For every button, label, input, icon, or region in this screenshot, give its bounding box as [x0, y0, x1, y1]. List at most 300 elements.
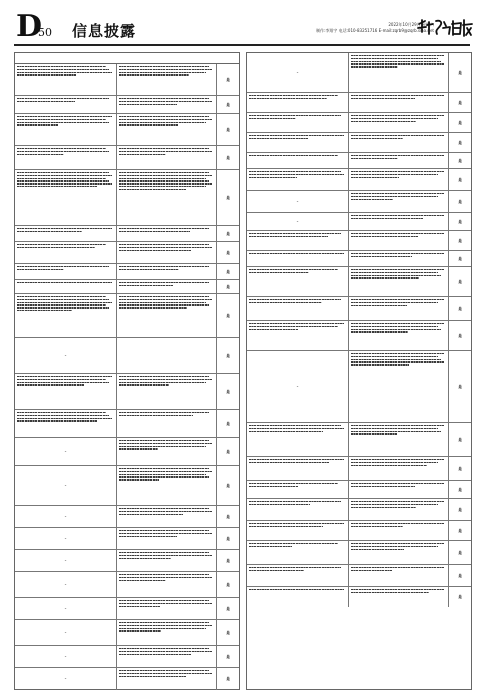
status-cell [217, 294, 239, 337]
text-line [119, 603, 212, 604]
text-line [119, 299, 212, 300]
table-body-right [247, 53, 471, 607]
table-row [247, 481, 471, 499]
text-lines [351, 215, 446, 219]
description-cell [117, 598, 217, 619]
text-lines [249, 501, 346, 505]
section-title: 信息披露 [72, 22, 137, 40]
description-cell [117, 528, 217, 549]
table-row [247, 351, 471, 423]
text-line [119, 66, 209, 67]
text-line [119, 651, 212, 652]
text-line [119, 269, 179, 270]
status-value: 是 [458, 466, 462, 471]
description-cell [349, 351, 449, 422]
status-value: 是 [226, 77, 230, 82]
text-line [119, 412, 209, 413]
text-line [17, 124, 58, 125]
text-lines [249, 155, 346, 156]
text-line [351, 356, 438, 357]
item-cell [15, 294, 117, 337]
editor-line: 制作:李翔宇 电话:010-83251716 E-mail:zqrb9@zqrb.sina.net [315, 28, 434, 33]
text-lines [249, 589, 346, 590]
status-value: 是 [458, 507, 462, 512]
text-line [351, 277, 419, 278]
table-row [247, 565, 471, 587]
table-row [247, 457, 471, 481]
text-line [17, 180, 109, 181]
item-cell [15, 620, 117, 645]
empty-dash: - [296, 218, 299, 224]
text-lines [119, 116, 214, 126]
status-cell [449, 213, 471, 230]
text-lines [17, 228, 114, 232]
status-cell [217, 528, 239, 549]
item-cell [247, 153, 349, 168]
text-line [17, 101, 75, 102]
text-line [249, 486, 298, 487]
item-cell [15, 146, 117, 169]
status-cell [449, 231, 471, 250]
table-row [247, 231, 471, 251]
text-line [351, 428, 438, 429]
status-cell [449, 565, 471, 586]
text-line [119, 282, 209, 283]
date-line: 2022年10月29日 星期六 [388, 22, 434, 27]
text-line [17, 74, 76, 75]
text-line [249, 567, 341, 568]
status-cell [449, 481, 471, 498]
description-cell [117, 294, 217, 337]
text-line [17, 376, 112, 377]
description-cell [349, 213, 449, 230]
status-cell [449, 133, 471, 152]
text-line [119, 183, 212, 184]
text-line [351, 501, 444, 502]
text-lines [119, 172, 214, 190]
text-line [119, 448, 158, 449]
text-lines [351, 155, 446, 159]
text-lines [119, 552, 214, 559]
text-line [351, 95, 444, 96]
text-line [17, 302, 112, 303]
text-line [351, 361, 444, 362]
item-cell [15, 438, 117, 465]
text-line [17, 299, 109, 300]
text-line [119, 574, 209, 575]
text-line [351, 353, 444, 354]
text-line [17, 231, 82, 232]
description-cell [117, 572, 217, 597]
text-line [17, 282, 112, 283]
status-value: 是 [458, 256, 462, 261]
text-lines [249, 483, 346, 487]
text-lines [351, 55, 446, 68]
description-cell [117, 438, 217, 465]
text-line [351, 135, 444, 136]
text-lines [351, 233, 446, 237]
text-line [17, 307, 109, 308]
status-cell [449, 113, 471, 132]
description-cell [349, 113, 449, 132]
table-row [15, 668, 239, 690]
description-cell [117, 280, 217, 293]
item-cell [15, 374, 117, 409]
empty-dash: - [64, 448, 67, 454]
text-line [17, 269, 64, 270]
status-cell [217, 264, 239, 279]
text-lines [249, 543, 346, 547]
text-line [119, 72, 206, 73]
item-cell [15, 64, 117, 95]
text-line [119, 508, 209, 509]
description-cell [117, 506, 217, 527]
table-row [15, 114, 239, 146]
text-line [351, 171, 444, 172]
text-lines [249, 425, 346, 432]
status-cell [449, 457, 471, 480]
table-row [15, 294, 239, 338]
table-row [247, 93, 471, 113]
text-line [119, 530, 209, 531]
text-line [249, 269, 338, 270]
text-line [351, 483, 444, 484]
text-lines [119, 440, 214, 450]
item-cell [247, 267, 349, 296]
item-cell [247, 113, 349, 132]
text-lines [119, 530, 214, 537]
item-cell [247, 457, 349, 480]
status-value: 是 [458, 550, 462, 555]
text-line [17, 175, 112, 176]
text-lines [351, 425, 446, 435]
status-cell [217, 506, 239, 527]
text-lines [249, 299, 346, 303]
status-cell [449, 191, 471, 212]
text-lines [119, 376, 214, 386]
text-line [119, 648, 209, 649]
empty-dash: - [64, 629, 67, 635]
text-line [249, 589, 344, 590]
text-line [17, 228, 112, 229]
text-line [351, 425, 444, 426]
text-line [17, 186, 97, 187]
status-value: 是 [458, 219, 462, 224]
text-lines [119, 648, 214, 655]
status-cell [217, 96, 239, 113]
table-row [15, 280, 239, 294]
text-lines [351, 483, 446, 487]
text-line [249, 98, 327, 99]
table-row [15, 338, 239, 374]
text-line [17, 154, 64, 155]
description-cell [349, 457, 449, 480]
text-line [351, 155, 444, 156]
table-row [15, 170, 239, 226]
text-line [351, 331, 408, 332]
item-cell [247, 251, 349, 266]
status-value: 是 [226, 313, 230, 318]
item-cell [15, 280, 117, 293]
text-line [351, 486, 415, 487]
status-value: 是 [226, 102, 230, 107]
text-line [249, 299, 341, 300]
text-line [249, 329, 298, 330]
table-row [247, 153, 471, 169]
text-line [119, 630, 161, 631]
empty-dash: - [296, 383, 299, 389]
item-cell [15, 550, 117, 571]
status-value: 是 [226, 269, 230, 274]
text-lines [119, 468, 214, 481]
status-cell [449, 423, 471, 456]
page-letter: D [16, 9, 43, 44]
text-lines [249, 523, 346, 527]
text-lines [249, 269, 346, 273]
description-cell [349, 191, 449, 212]
text-line [351, 269, 444, 270]
text-line [119, 382, 206, 383]
status-value: 是 [226, 449, 230, 454]
table-row [15, 410, 239, 438]
description-cell [349, 251, 449, 266]
status-value: 是 [226, 389, 230, 394]
status-cell [449, 93, 471, 112]
description-cell [117, 374, 217, 409]
text-line [119, 116, 209, 117]
status-cell [217, 226, 239, 241]
text-line [249, 174, 344, 175]
text-line [17, 412, 106, 413]
description-cell [349, 481, 449, 498]
text-line [351, 570, 392, 571]
empty-dash: - [64, 605, 67, 611]
status-value: 是 [226, 231, 230, 236]
text-line [249, 425, 341, 426]
status-cell [217, 242, 239, 263]
table-row [15, 264, 239, 280]
status-value: 是 [226, 558, 230, 563]
text-line [17, 119, 106, 120]
text-line [351, 174, 438, 175]
text-line [119, 654, 191, 655]
text-line [249, 501, 341, 502]
text-lines [249, 567, 346, 571]
status-cell [217, 146, 239, 169]
text-lines [351, 193, 446, 200]
text-lines [351, 323, 446, 333]
item-cell [15, 506, 117, 527]
text-line [351, 305, 407, 306]
text-lines [119, 670, 214, 677]
status-value: 是 [226, 155, 230, 160]
text-line [249, 523, 344, 524]
text-line [249, 118, 296, 119]
status-cell [449, 169, 471, 190]
status-value: 是 [458, 120, 462, 125]
page-number: 50 [38, 26, 52, 39]
text-line [119, 555, 212, 556]
status-value: 是 [458, 158, 462, 163]
description-cell [117, 170, 217, 225]
text-line [351, 364, 409, 365]
text-line [119, 186, 206, 187]
status-cell [217, 620, 239, 645]
text-line [17, 247, 95, 248]
text-line [249, 236, 328, 237]
description-cell [349, 521, 449, 540]
text-line [249, 431, 323, 432]
status-value: 是 [458, 140, 462, 145]
status-value: 是 [458, 573, 462, 578]
text-lines [119, 148, 214, 155]
status-cell [217, 338, 239, 373]
disclosure-table-right [246, 52, 472, 690]
description-cell [117, 226, 217, 241]
table-row [247, 267, 471, 297]
status-cell [449, 541, 471, 564]
description-cell [349, 169, 449, 190]
status-cell [449, 251, 471, 266]
item-cell [247, 297, 349, 320]
description-cell [117, 668, 217, 690]
text-line [17, 415, 109, 416]
status-cell [217, 114, 239, 145]
text-lines [119, 622, 214, 632]
text-line [249, 135, 344, 136]
text-line [351, 589, 444, 590]
status-value: 是 [458, 100, 462, 105]
text-line [17, 66, 106, 67]
table-row [247, 499, 471, 521]
text-lines [17, 66, 114, 76]
text-line [351, 326, 438, 327]
table-row [247, 587, 471, 607]
status-cell [217, 374, 239, 409]
status-cell [217, 410, 239, 437]
text-line [351, 359, 441, 360]
table-row [15, 598, 239, 620]
text-line [119, 474, 206, 475]
item-cell [247, 541, 349, 564]
status-value: 是 [226, 483, 230, 488]
table-row [247, 113, 471, 133]
description-cell [349, 541, 449, 564]
text-line [119, 101, 212, 102]
item-cell [15, 242, 117, 263]
text-line [119, 69, 212, 70]
text-line [119, 266, 209, 267]
description-cell [349, 499, 449, 520]
text-line [351, 272, 438, 273]
text-line [249, 428, 344, 429]
status-value: 是 [458, 70, 462, 75]
text-line [119, 533, 212, 534]
text-lines [119, 266, 214, 270]
table-row [247, 133, 471, 153]
text-lines [351, 353, 446, 366]
status-value: 是 [458, 595, 462, 599]
text-line [119, 154, 166, 155]
text-line [119, 285, 173, 286]
text-line [119, 558, 171, 559]
text-line [351, 196, 438, 197]
text-line [351, 546, 438, 547]
empty-dash: - [64, 482, 67, 488]
status-cell [217, 280, 239, 293]
item-cell [247, 565, 349, 586]
text-lines [17, 412, 114, 422]
text-line [119, 148, 209, 149]
text-line [119, 443, 212, 444]
text-line [351, 459, 444, 460]
text-lines [17, 98, 114, 102]
text-line [351, 121, 416, 122]
text-line [119, 172, 209, 173]
text-line [249, 323, 344, 324]
status-value: 是 [226, 630, 230, 635]
text-lines [249, 253, 346, 254]
text-lines [119, 600, 214, 607]
table-row [15, 506, 239, 528]
description-cell [117, 338, 217, 373]
table-row [247, 297, 471, 321]
text-lines [351, 523, 446, 527]
status-value: 是 [226, 582, 230, 587]
status-value: 是 [226, 353, 230, 358]
text-line [351, 63, 444, 64]
text-line [351, 61, 441, 62]
status-cell [449, 351, 471, 422]
status-value: 是 [458, 238, 462, 243]
text-line [249, 570, 304, 571]
table-row [247, 53, 471, 93]
item-cell [15, 114, 117, 145]
text-lines [351, 171, 446, 178]
status-value: 是 [226, 284, 230, 289]
item-cell [15, 466, 117, 505]
text-lines [17, 296, 114, 311]
text-line [119, 676, 186, 677]
text-line [17, 310, 72, 311]
status-value: 是 [226, 654, 230, 659]
status-value: 是 [226, 677, 230, 681]
text-line [17, 172, 109, 173]
table-row [15, 572, 239, 598]
text-line [351, 218, 423, 219]
description-cell [349, 53, 449, 92]
text-line [249, 233, 341, 234]
text-line [351, 329, 441, 330]
item-cell [15, 96, 117, 113]
text-line [351, 523, 444, 524]
table-row [15, 466, 239, 506]
newspaper-logo [416, 16, 474, 40]
text-line [351, 526, 403, 527]
table-header [15, 53, 239, 64]
item-cell [15, 264, 117, 279]
table-row [247, 321, 471, 351]
text-line [119, 189, 186, 190]
text-line [17, 420, 97, 421]
masthead-meta [284, 22, 434, 34]
text-line [119, 670, 209, 671]
text-line [119, 628, 206, 629]
table-row [247, 521, 471, 541]
empty-dash: - [64, 557, 67, 563]
text-line [119, 228, 209, 229]
description-cell [117, 466, 217, 505]
